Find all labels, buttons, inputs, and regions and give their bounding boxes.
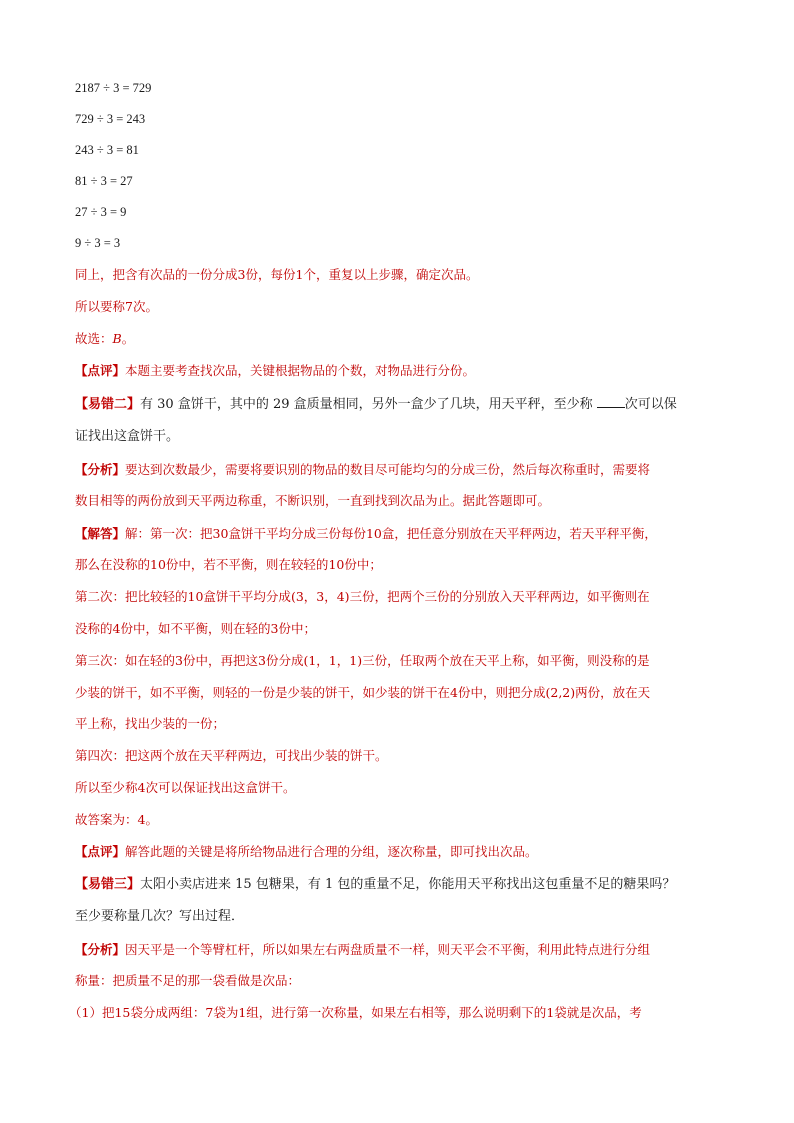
question-2-line-2: 证找出这盒饼干。 [75, 429, 180, 444]
comment-1: 【点评】本题主要考查找次品，关键根据物品的个数，对物品进行分份。 [75, 363, 476, 378]
answer-blank[interactable] [597, 397, 625, 408]
analysis-3-line-1: 【分析】因天平是一个等臂杠杆，所以如果左右两盘质量不一样，则天平会不平衡，利用此特点进行分组 [75, 942, 651, 957]
analysis-3-line-2: 称量：把质量不足的那一袋看做是次品： [75, 973, 301, 988]
answer-2-line-9: 所以至少称4次可以保证找出这盒饼干。 [75, 780, 296, 795]
question-3-line-1: 【易错三】太阳小卖店进来 15 包糖果，有 1 包的重量不足，你能用天平称找出这包重量不足的糖果吗？ [75, 877, 676, 892]
answer-2-line-5: 第三次：如在轻的3份中，再把这3份分成(1，1，1)三份，任取两个放在天平上称，如平衡，则没称的是 [75, 653, 650, 668]
analysis-2-line-1: 【分析】要达到次数最少，需要将要识别的物品的数目尽可能均匀的分成三份，然后每次称重时，需要将 [75, 462, 651, 477]
question-2-line-1: 【易错二】有 30 盒饼干，其中的 29 盒质量相同，另外一盒少了几块，用天平秤，至少称 次可以保 [75, 397, 677, 412]
answer-2-line-2: 那么在没称的10份中，若不平衡，则在较轻的10份中； [75, 557, 382, 572]
choice-line: 故选：B。 [75, 331, 135, 346]
equation-1: 2187 ÷ 3 = 729 [75, 81, 152, 95]
answer-2-line-7: 平上称，找出少装的一份； [75, 716, 226, 731]
answer-2-line-1: 【解答】解：第一次：把30盒饼干平均分成三份每份10盒，把任意分别放在天平秤两边，若天平秤平衡， [75, 526, 657, 541]
answer-2-line-6: 少装的饼干，如不平衡，则轻的一份是少装的饼干，如少装的饼干在4份中，则把分成(2,2)两份，放在天 [75, 685, 651, 700]
answer-2-line-10: 故答案为：4。 [75, 812, 158, 827]
answer-2-line-8: 第四次：把这两个放在天平秤两边，可找出少装的饼干。 [75, 748, 388, 763]
equation-5: 27 ÷ 3 = 9 [75, 205, 127, 219]
solution-count-line: 所以要称7次。 [75, 299, 158, 314]
equation-3: 243 ÷ 3 = 81 [75, 143, 139, 157]
analysis-2-line-2: 数目相等的两份放到天平两边称重，不断识别，一直到找到次品为止。据此答题即可。 [75, 493, 551, 508]
equation-6: 9 ÷ 3 = 3 [75, 236, 121, 250]
question-3-line-2: 至少要称量几次？写出过程． [75, 909, 245, 924]
equation-2: 729 ÷ 3 = 243 [75, 112, 146, 126]
equation-4: 81 ÷ 3 = 27 [75, 174, 133, 188]
comment-2: 【点评】解答此题的关键是将所给物品进行合理的分组，逐次称量，即可找出次品。 [75, 844, 538, 859]
answer-2-line-4: 没称的4份中，如不平衡，则在轻的3份中； [75, 621, 316, 636]
step-3-line-1: （1）把15袋分成两组：7袋为1组，进行第一次称量，如果左右相等，那么说明剩下的1袋就是次品，考 [69, 1005, 642, 1020]
solution-repeat-line: 同上，把含有次品的一份分成3份，每份1个，重复以上步骤，确定次品。 [75, 267, 479, 282]
answer-2-line-3: 第二次：把比较轻的10盒饼干平均分成(3，3，4)三份，把两个三份的分别放入天平秤两边，如平衡则在 [75, 589, 650, 604]
